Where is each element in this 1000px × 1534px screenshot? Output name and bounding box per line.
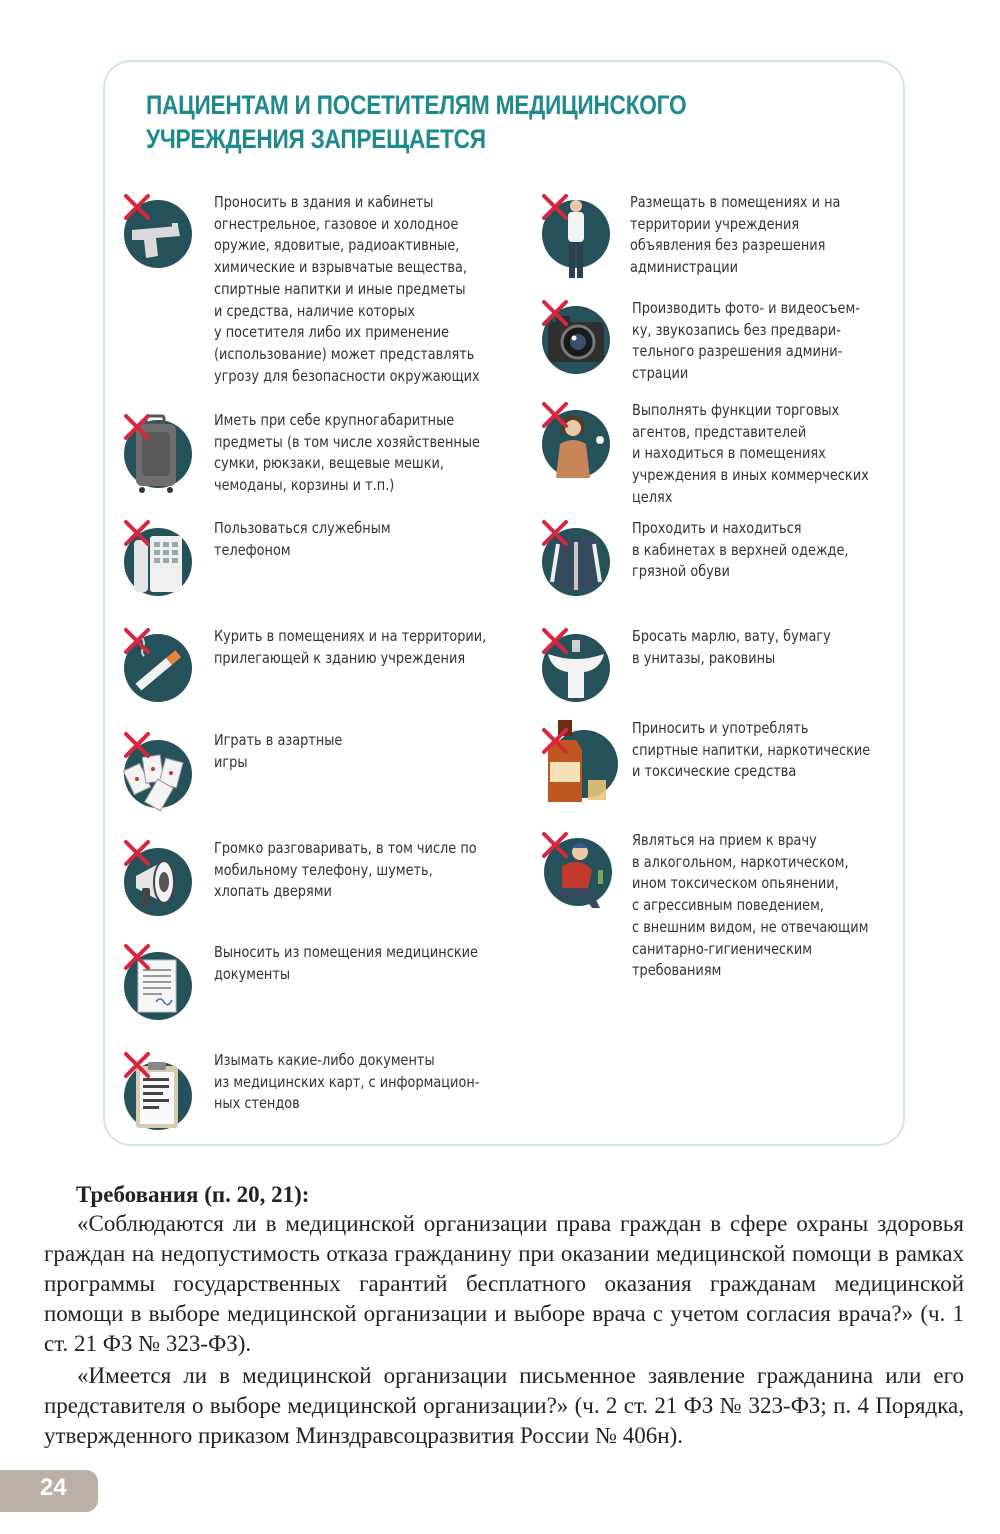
item-text: Являться на прием к врачу в алкогольном, наркотическом, ином токсическом опьянении, с агрессивным поведением, с внешним видом, не отвечающим санитарно-гигиеническим требованиям [632, 831, 869, 980]
document-icon [122, 942, 192, 1018]
drunk-person-icon [540, 830, 610, 906]
playing-cards-icon [122, 730, 192, 806]
megaphone-icon [122, 838, 192, 914]
requirements-paragraph: «Соблюдаются ли в медицинской организации права граждан в сфере охраны здоровья граждан на недопустимость отказа гражданину при оказании медицинской помощи в рамках программы государственных гарантий бесплатного оказания гражданам медицинской помощи в выборе медицинской организации и выборе врача с учетом согласия врача?» (ч. 1 ст. 21 ФЗ № 323-ФЗ). [44, 1211, 964, 1356]
item-text: Изымать какие-либо документы из медицинских карт, с информацион- ных стендов [214, 1051, 480, 1113]
item-text: Размещать в помещениях и на территории учреждения объявления без разрешения администрации [630, 193, 841, 277]
item-text: Иметь при себе крупногабаритные предметы (в том числе хозяйственные сумки, рюкзаки, вещевые мешки, чемоданы, корзины и т.п.) [214, 411, 480, 495]
item-text: Производить фото- и видеосъем- ку, звукозапись без предвари- тельного разрешения админи- страции [632, 299, 860, 383]
requirements-paragraph: «Имеется ли в медицинской организации письменное заявление гражданина или его представителя о выборе медицинской организации?» (ч. 2 ст. 21 ФЗ № 323-ФЗ; п. 4 Порядка, утвержденного приказом Минздравсоцразвития России № 406н). [44, 1363, 964, 1448]
alcohol-bottle-icon [540, 718, 610, 794]
jacket-icon [540, 518, 610, 594]
pistol-icon [122, 192, 192, 268]
sink-icon [540, 626, 610, 702]
item-text: Приносить и употреблять спиртные напитки, наркотические и токсические средства [632, 719, 871, 781]
cigarette-icon [122, 626, 192, 702]
item-text: Выносить из помещения медицинские документы [214, 943, 478, 983]
requirements-title: Требования (п. 20, 21): [76, 1182, 310, 1207]
item-text: Играть в азартные игры [214, 731, 343, 771]
phone-icon [122, 518, 192, 594]
item-text: Проносить в здания и кабинеты огнестрельное, газовое и холодное оружие, ядовитые, радиоактивные, химические и взрывчатые вещества, спиртные напитки и иные предметы и средства, наличие которых у посетителя либо их применение (использование) может представлять угрозу для безопасности окружающих [214, 193, 480, 385]
suitcase-icon [122, 410, 192, 486]
poster-title: ПАЦИЕНТАМ И ПОСЕТИТЕЛЯМ МЕДИЦИНСКОГО УЧРЕЖДЕНИЯ ЗАПРЕЩАЕТСЯ [146, 90, 687, 154]
camera-icon [540, 298, 610, 374]
item-text: Курить в помещениях и на территории, прилегающей к зданию учреждения [214, 627, 487, 667]
item-text: Проходить и находиться в кабинетах в верхней одежде, грязной обуви [632, 519, 849, 581]
item-text: Бросать марлю, вату, бумагу в унитазы, раковины [632, 627, 831, 667]
item-text: Пользоваться служебным телефоном [214, 519, 391, 559]
person-poster-icon [540, 192, 610, 268]
sales-agent-icon [540, 400, 610, 476]
item-text: Выполнять функции торговых агентов, представителей и находиться в помещениях учреждения в иных коммерческих целях [632, 401, 869, 506]
item-text: Громко разговаривать, в том числе по мобильному телефону, шуметь, хлопать дверями [214, 839, 477, 901]
clipboard-icon [122, 1050, 192, 1126]
page-number: 24 [40, 1474, 67, 1501]
